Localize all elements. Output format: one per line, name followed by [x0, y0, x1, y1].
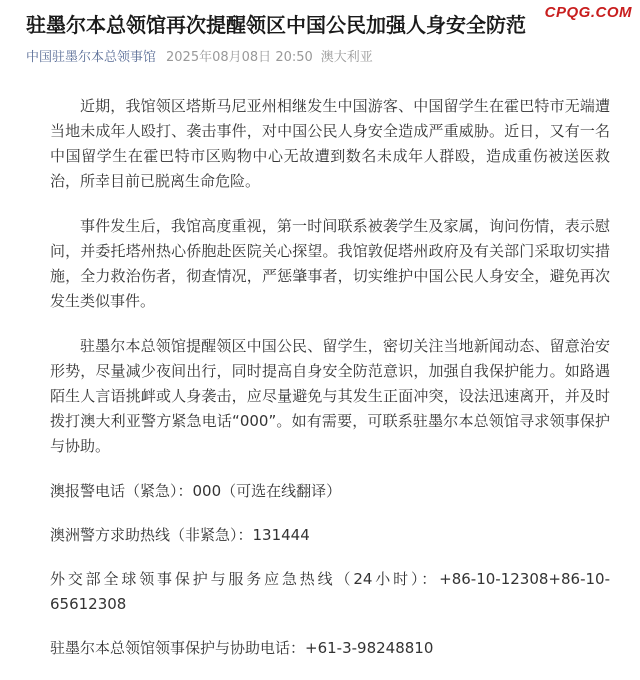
publish-region: 澳大利亚: [320, 50, 373, 65]
article-body: [50, 94, 610, 680]
body-paragraph: 近期，我馆领区塔斯马尼亚州相继发生中国游客、中国留学生在霍巴特市无端遭当地未成年人殴打、袭击事件，对中国公民人身安全造成严重威胁。近日，又有一名中国留学生在霍巴特市区购物中心无故遭到数名未成年人群殴，造成重伤被送医救治，所幸目前已脱离生命危险。: [50, 97, 610, 190]
contact-line-emergency-police: 澳报警电话（紧急）：000（可选在线翻译）: [50, 482, 342, 500]
contact-line-consulate-phone: 驻墨尔本总领馆领事保护与协助电话：+61-3-98248810: [50, 639, 434, 657]
contact-line-police-assistance: 澳洲警方求助热线（非紧急）：131444: [50, 526, 310, 544]
article-meta: [26, 49, 373, 67]
contact-line-mfa-hotline: 外交部全球领事保护与服务应急热线（24小时）：+86-10-12308+86-10-65612308: [50, 570, 610, 613]
publish-date: 2025年08月08日 20:50: [166, 50, 313, 65]
article-title: 驻墨尔本总领馆再次提醒领区中国公民加强人身安全防范: [26, 13, 526, 37]
account-name-link[interactable]: 中国驻墨尔本总领事馆: [26, 50, 157, 65]
body-paragraph: 事件发生后，我馆高度重视，第一时间联系被袭学生及家属，询问伤情，表示慰问，并委托塔州热心侨胞赴医院关心探望。我馆敦促塔州政府及有关部门采取切实措施，全力救治伤者，彻查情况，严惩肇事者，切实维护中国公民人身安全，避免再次发生类似事件。: [50, 217, 610, 310]
site-watermark: CPQG.COM: [544, 4, 632, 21]
body-paragraph: 驻墨尔本总领馆提醒领区中国公民、留学生，密切关注当地新闻动态、留意治安形势，尽量减少夜间出行，同时提高自身安全防范意识，加强自我保护能力。如路遇陌生人言语挑衅或人身袭击，应尽量避免与其发生正面冲突，设法迅速离开，并及时拨打澳大利亚警方紧急电话“000”。如有需要，可联系驻墨尔本总领馆寻求领事保护与协助。: [50, 337, 610, 455]
